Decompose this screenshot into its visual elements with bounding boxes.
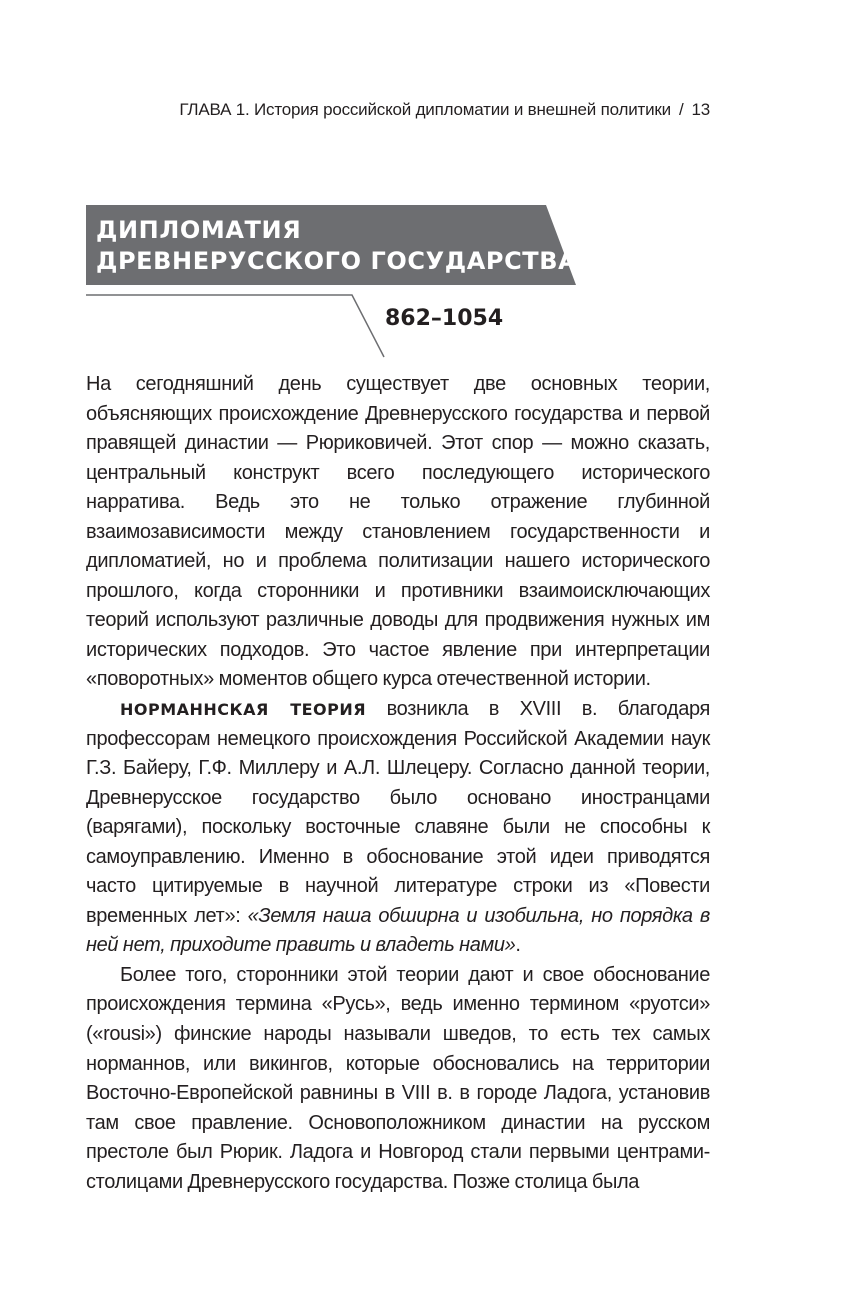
paragraph-1: На сегодняшний день существует две основных теории, объясняющих происхождение Древнерусского государства и первой правящей династии — Рюриковичей. Этот спор — можно сказать, центральный конструкт всего последующего исторического нарратива. Ведь это не только отражение глубинной взаимозависимости между становлением государственности и дипломатией, но и проблема политизации нашего исторического прошлого, когда сторонники и противники взаимоисключающих теорий используют различные доводы для продвижения нужных им исторических подходов. Это частое явление при интерпретации «поворотных» моментов общего курса отечественной истории. (86, 373, 710, 691)
body-text (86, 370, 710, 1197)
section-title-line-1: ДИПЛОМАТИЯ (96, 216, 302, 244)
period-label: 862–1054 (385, 306, 504, 331)
page-number: 13 (691, 100, 710, 119)
paragraph-2-end: . (515, 934, 521, 957)
paragraph-3: Более того, сторонники этой теории дают и свое обоснование происхождения термина «Русь», ведь именно термином «руотси» («rousi») финские народы называли шведов, то есть тех самых норманнов, или викингов, которые обосновались на территории Восточно-Европейской равнины в VIII в. в городе Ладога, установив там свое правление. Основоположником династии на русском престоле был Рюрик. Ладога и Новгород стали первыми центрами-столицами Древнерусского государства. Позже столица была (86, 963, 710, 1193)
chronicle-quote: «Земля наша обширна и изобильна, но порядка в ней нет, приходите править и владеть нами» (86, 904, 710, 957)
header-separator: / (678, 100, 684, 119)
underline-rule-path (86, 295, 384, 357)
term-norman-theory: НОРМАННСКАЯ ТЕОРИЯ (120, 700, 367, 720)
chapter-title: ГЛАВА 1. История российской дипломатии и внешней политики (179, 100, 671, 119)
paragraph-2 (86, 695, 710, 961)
paragraph-2-text: возникла в XVIII в. благодаря профессорам немецкого происхождения Российской Академии наук Г.З. Байеру, Г.Ф. Миллеру и А.Л. Шлецеру. Согласно данной теории, Древнерусское государство было основано иностранцами (варягами), поскольку восточные славяне были не способны к самоуправлению. Именно в обоснование этой идеи приводятся часто цитируемые в научной литературе строки из «Повести временных лет»: (86, 698, 711, 927)
section-title-line-2: ДРЕВНЕРУССКОГО ГОСУДАРСТВА (96, 247, 578, 275)
